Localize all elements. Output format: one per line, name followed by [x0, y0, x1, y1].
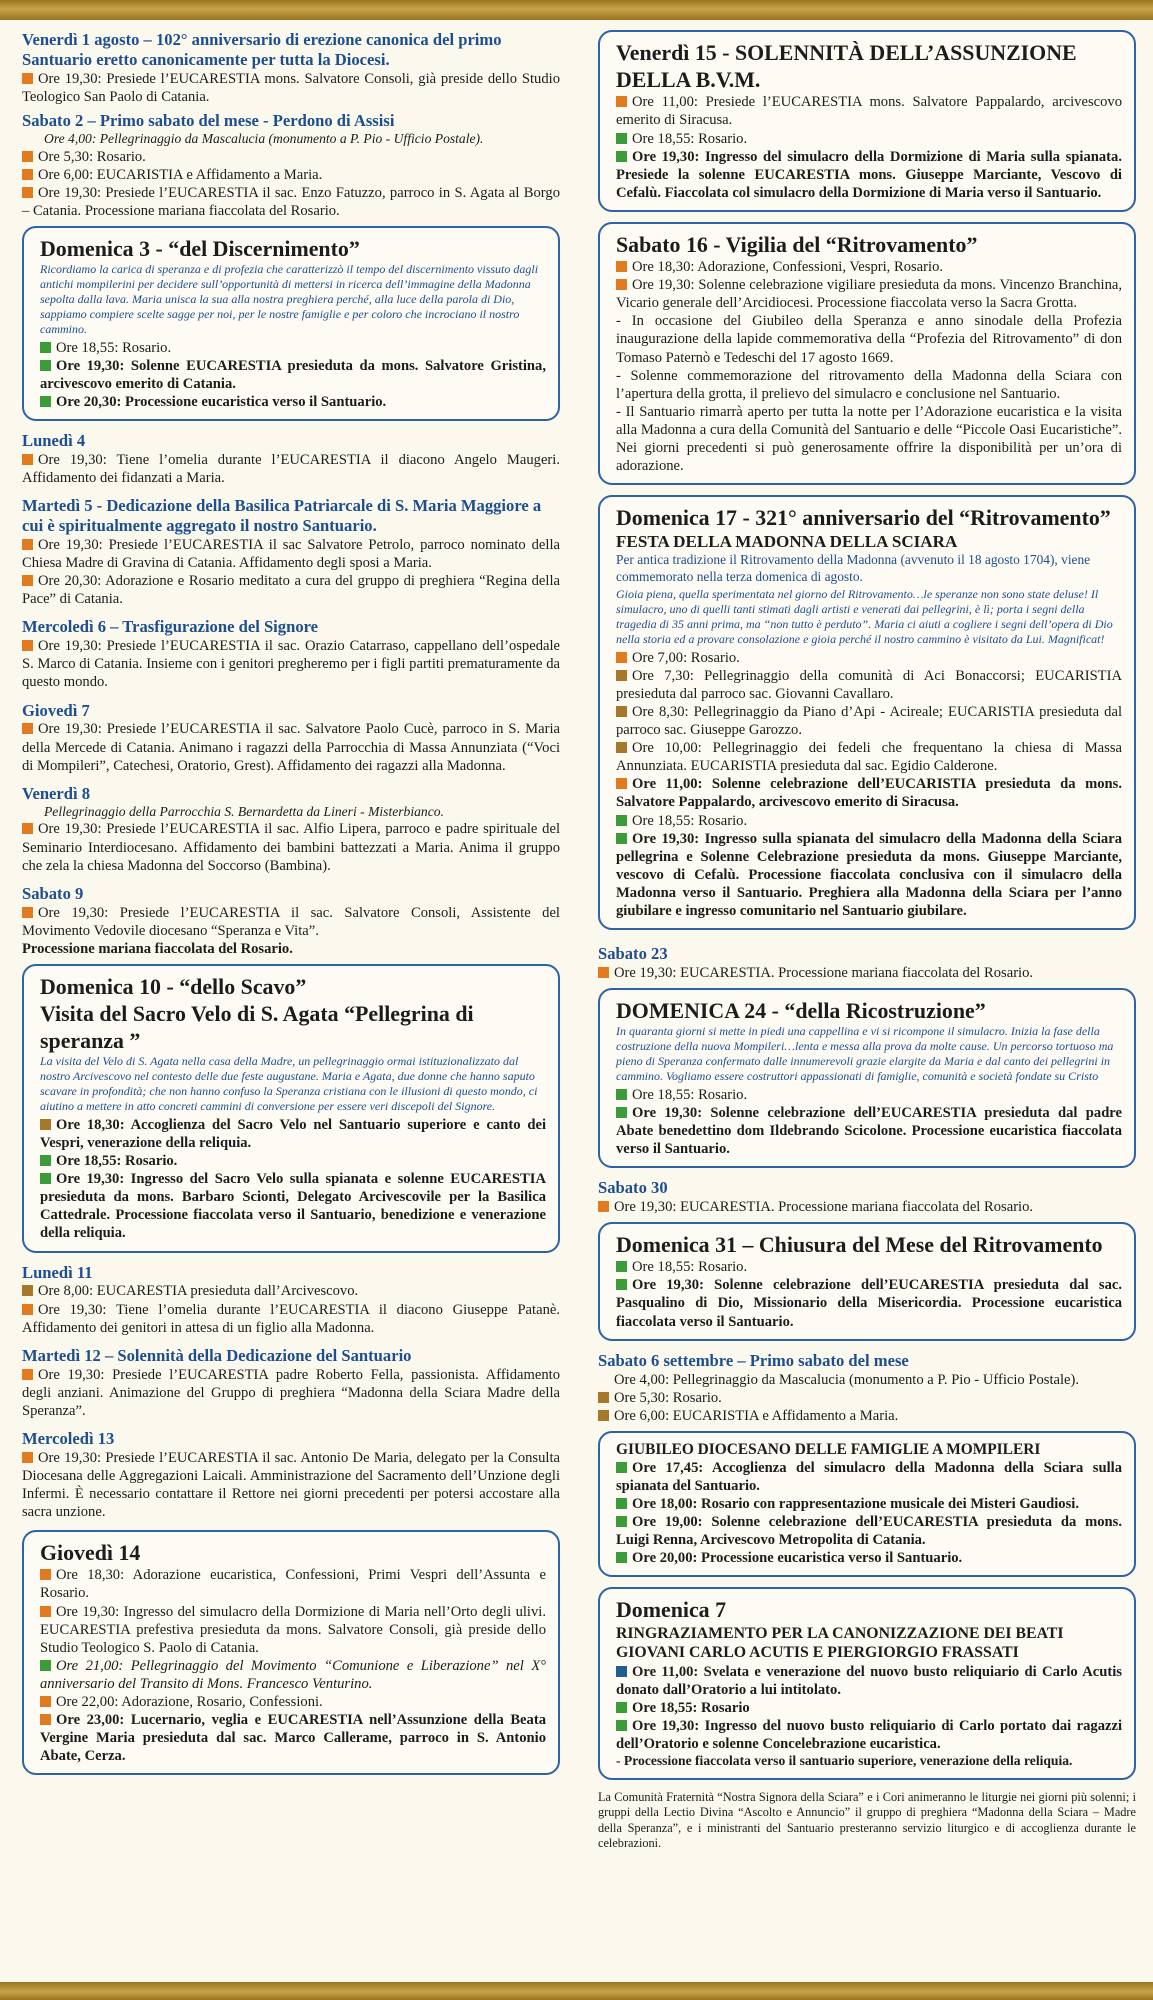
brown-square-icon — [598, 1410, 609, 1421]
section-lunedi-11 — [22, 1263, 560, 1337]
schedule-item: Ore 19,30: Ingresso sulla spianata del simulacro della Madonna della Sciara pellegrina e Solenne Celebrazione presieduta da mons. Giuseppe Marciante, vescovo di Cefalù. Processione fiaccolata conclusiva con il simulacro della Madonna verso il Santuario. Preghiera alla Madonna della Sciara per l’anno giubilare e ingresso comunitario nel Santuario giubilare. — [616, 830, 1122, 919]
section-title: Venerdì 1 agosto – 102° anniversario di erezione canonica del primo Santuario eretto canonicamente per tutta la Diocesi. — [22, 30, 502, 69]
schedule-item: Ore 10,00: Pellegrinaggio dei fedeli che frequentano la chiesa di Massa Annunziata. EUCARISTIA presieduta dal sac. Egidio Calderone. — [616, 740, 1122, 775]
section-mercoledi-13 — [22, 1429, 560, 1521]
section-subtitle: RINGRAZIAMENTO PER LA CANONIZZAZIONE DEI BEATI GIOVANI CARLO ACUTIS E PIERGIORGIO FRASSATI — [616, 1624, 1064, 1662]
schedule-item: Ore 19,30: Ingresso del Sacro Velo sulla spianata e solenne EUCARESTIA presieduta da mons. Barbaro Scionti, Delegato Arcivescovile per la Basilica Cattedrale. Processione fiaccolata verso il Santuario, benedizione e venerazione della reliquia. — [40, 1171, 546, 1242]
box-domenica-3 — [22, 226, 560, 421]
section-martedi-5 — [22, 496, 560, 608]
schedule-item: Ore 19,30: EUCARESTIA. Processione mariana fiaccolata del Rosario. — [598, 964, 1136, 982]
orange-square-icon — [40, 1569, 51, 1580]
schedule-item: Ore 19,00: Solenne celebrazione dell’EUCARESTIA presieduta da mons. Luigi Renna, Arcivescovo Metropolita di Catania. — [616, 1514, 1122, 1549]
box-sabato-16 — [598, 222, 1136, 485]
brown-square-icon — [616, 706, 627, 717]
section-lunedi-4 — [22, 431, 560, 487]
schedule-item: Ore 19,30: EUCARESTIA. Processione mariana fiaccolata del Rosario. — [598, 1198, 1136, 1216]
section-sabato-30 — [598, 1178, 1136, 1216]
green-square-icon — [40, 1155, 51, 1166]
orange-square-icon — [22, 1452, 33, 1463]
box-giubileo-famiglie — [598, 1431, 1136, 1578]
schedule-item: Ore 19,30: Solenne EUCARESTIA presieduta da mons. Salvatore Gristina, arcivescovo emerito di Catania. — [40, 357, 546, 392]
schedule-item: Ore 5,30: Rosario. — [598, 1389, 1136, 1407]
schedule-note: - Solenne commemorazione del ritrovamento della Madonna della Sciara con l’apertura della grotta, il prelievo del simulacro e conclusione nel Santuario. — [616, 367, 1122, 402]
schedule-note: - Il Santuario rimarrà aperto per tutta la notte per l’Adorazione eucaristica e la visita alla Madonna a cura della Comunità del Santuario e delle “Piccole Oasi Eucaristiche”. Nei giorni precedenti si può generosamente offrire la disponibilità per un’ora di adorazione. — [616, 403, 1122, 475]
schedule-note: - In occasione del Giubileo della Speranza e anno sinodale della Profezia inaugurazione della lapide commemorativa della “Profezia del Ritrovamento” di don Tomaso Paternò e Tedeschi del 17 agosto 1669. — [616, 313, 1122, 366]
schedule-item: Ore 19,30: Presiede l’EUCARESTIA il sac. Salvatore Consoli, Assistente del Movimento Vedovile diocesano “Speranza e Vita”. — [22, 904, 560, 939]
green-square-icon — [616, 833, 627, 844]
green-square-icon — [616, 1516, 627, 1527]
schedule-item: Ore 23,00: Lucernario, veglia e EUCARESTIA nell’Assunzione della Beata Vergine Maria presieduta dal sac. Marco Callerame, parroco in S. Antonio Abate, Cerza. — [40, 1712, 546, 1765]
orange-square-icon — [22, 907, 33, 918]
section-subtitle: Visita del Sacro Velo di S. Agata “Pellegrina di speranza ” — [40, 1001, 474, 1054]
right-column — [598, 30, 1136, 1851]
orange-square-icon — [22, 187, 33, 198]
green-square-icon — [40, 1660, 51, 1671]
orange-square-icon — [598, 1201, 609, 1212]
green-square-icon — [616, 1261, 627, 1272]
section-title: Sabato 6 settembre – Primo sabato del mese — [598, 1350, 909, 1370]
orange-square-icon — [22, 151, 33, 162]
green-square-icon — [616, 1552, 627, 1563]
orange-square-icon — [22, 539, 33, 550]
schedule-item: Ore 8,30: Pellegrinaggio da Piano d’Api - Acireale; EUCARISTIA presieduta dal parroco sac. Giuseppe Garozzo. — [616, 703, 1122, 739]
schedule-item: Processione mariana fiaccolata del Rosario. — [22, 940, 293, 957]
schedule-item: Ore 5,30: Rosario. — [22, 148, 560, 166]
pilgrimage-note: Pellegrinaggio della Parrocchia S. Bernardetta da Lineri - Misterbianco. — [44, 803, 444, 819]
green-square-icon — [616, 815, 627, 826]
section-title: Venerdì 8 — [22, 783, 91, 803]
section-sabato-6-settembre — [598, 1351, 1136, 1425]
schedule-item: Ore 19,30: Presiede l’EUCARESTIA il sac. Antonio De Maria, delegato per la Consulta Diocesana delle Aggregazioni Laicali. Amministrazione del Sacramento dell’Unzione degli Infermi. È necessario contattare il Rettore nei giorni precedenti per potersi accostare alla sacra unzione. — [22, 1449, 560, 1521]
green-square-icon — [40, 342, 51, 353]
schedule-item: Ore 19,30: Tiene l’omelia durante l’EUCARESTIA il diacono Angelo Maugeri. Affidamento dei fidanzati a Maria. — [22, 451, 560, 487]
orange-square-icon — [616, 279, 627, 290]
section-giovedi-7 — [22, 701, 560, 775]
schedule-item: Ore 19,30: Presiede l’EUCARESTIA il sac. Salvatore Paolo Cucè, parroco in S. Maria della Mercede di Catania. Animano i ragazzi della Parrocchia di Massa Annunziata (“Voci di Mompileri”, Catechesi, Oratorio, Grest). Affidamento dei ragazzi alla Madonna. — [22, 721, 560, 774]
schedule-item: Ore 19,30: Solenne celebrazione dell’EUCARESTIA presieduta dal sac. Pasqualino di Dio, Missionario della Misericordia. Processione eucaristica fiaccolata verso il Santuario. — [616, 1277, 1122, 1330]
section-venerdi-8 — [22, 784, 560, 875]
festa-title: FESTA DELLA MADONNA DELLA SCIARA — [616, 532, 958, 552]
section-title: Giovedì 14 — [40, 1540, 141, 1566]
orange-square-icon — [22, 823, 33, 834]
green-square-icon — [616, 1720, 627, 1731]
orange-square-icon — [616, 261, 627, 272]
box-giovedi-14 — [22, 1530, 560, 1775]
green-square-icon — [40, 396, 51, 407]
schedule-item: Ore 4,00: Pellegrinaggio da Mascalucia (monumento a P. Pio - Ufficio Postale). — [44, 130, 484, 146]
schedule-item: Ore 6,00: EUCARISTIA e Affidamento a Maria. — [598, 1407, 1136, 1425]
footer-note: La Comunità Fraternità “Nostra Signora della Sciara” e i Cori animeranno le liturgie nei giorni più solenni; i gruppi della Lectio Divina “Ascolto e Annuncio” il gruppo di preghiera “Madonna della Sciara – Madre della Speranza”, e i ministranti del Santuario presteranno servizio liturgico e di accoglienza durante le celebrazioni. — [598, 1790, 1136, 1850]
schedule-item: Ore 8,00: EUCARESTIA presieduta dall’Arcivescovo. — [22, 1282, 560, 1300]
schedule-item: Ore 18,55: Rosario. — [616, 1086, 1122, 1104]
schedule-item: Ore 20,00: Processione eucaristica verso il Santuario. — [616, 1549, 1122, 1567]
section-venerdi-1 — [22, 30, 560, 106]
bottom-gold-band — [0, 1982, 1153, 2000]
schedule-item: Ore 11,00: Solenne celebrazione dell’EUCARISTIA presieduta da mons. Salvatore Pappalardo, arcivescovo emerito di Siracusa. — [616, 776, 1122, 811]
orange-square-icon — [22, 723, 33, 734]
schedule-item: Ore 7,00: Rosario. — [616, 649, 1122, 667]
section-title: Domenica 17 - 321° anniversario del “Ritrovamento” — [616, 505, 1111, 531]
orange-square-icon — [22, 73, 33, 84]
intro-text: Gioia piena, quella sperimentata nel giorno del Ritrovamento…le speranze non sono state deluse! Il simulacro, uno di quelli tanti stimati dagli artisti e venerati dai pellegrini, è lì; porta i segni della tragedia di 35 anni prima, ma “non tutto è perduto”. Maria ci aiuti a cogliere i segni dell’opera di Dio nella storia ed a provare consolazione e gioia perché il nostro cammino è visitato da Lui. Magnificat! — [616, 587, 1113, 646]
schedule-item: Ore 18,30: Adorazione, Confessioni, Vespri, Rosario. — [616, 258, 1122, 276]
orange-square-icon — [616, 652, 627, 663]
schedule-item: Ore 19,30: Presiede l’EUCARESTIA padre Roberto Fella, passionista. Affidamento degli anziani. Animazione del Gruppo di preghiera “Madonna della Sciara Madre della Speranza”. — [22, 1366, 560, 1419]
schedule-item: Ore 19,30: Presiede l’EUCARESTIA il sac. Orazio Catarraso, cappellano dell’ospedale S. Marco di Catania. Insieme con i genitori pregheremo per i figli partiti prematuramente da questo mondo. — [22, 638, 560, 691]
schedule-note: - Processione fiaccolata verso il santuario superiore, venerazione della reliquia. — [616, 1753, 1073, 1769]
section-title: Sabato 16 - Vigilia del “Ritrovamento” — [616, 231, 978, 257]
schedule-item: Ore 4,00: Pellegrinaggio da Mascalucia (monumento a P. Pio - Ufficio Postale). — [614, 1371, 1080, 1388]
orange-square-icon — [22, 1304, 33, 1315]
section-title: GIUBILEO DIOCESANO DELLE FAMIGLIE A MOMPILERI — [616, 1440, 1041, 1458]
box-venerdi-15 — [598, 30, 1136, 212]
orange-square-icon — [598, 967, 609, 978]
section-title: Domenica 10 - “dello Scavo” — [40, 973, 307, 999]
schedule-item: Ore 11,00: Presiede l’EUCARESTIA mons. Salvatore Pappalardo, arcivescovo emerito di Siracusa. — [616, 94, 1122, 129]
green-square-icon — [616, 1107, 627, 1118]
orange-square-icon — [22, 575, 33, 586]
schedule-item: Ore 22,00: Adorazione, Rosario, Confessioni. — [40, 1693, 546, 1711]
section-title: Sabato 9 — [22, 883, 84, 903]
orange-square-icon — [22, 640, 33, 651]
schedule-item: Ore 19,30: Solenne celebrazione dell’EUCARESTIA presieduta dal padre Abate benedettino dom Ildebrando Scicolone. Processione eucaristica fiaccolata verso il Santuario. — [616, 1104, 1122, 1158]
schedule-item: Ore 18,55: Rosario. — [40, 339, 546, 357]
box-domenica-24 — [598, 988, 1136, 1168]
box-domenica-7 — [598, 1587, 1136, 1780]
section-sabato-9 — [22, 884, 560, 958]
green-square-icon — [40, 360, 51, 371]
section-title: Sabato 30 — [598, 1178, 668, 1198]
top-gold-band — [0, 0, 1153, 20]
green-square-icon — [616, 1279, 627, 1290]
brown-square-icon — [22, 1285, 33, 1296]
schedule-item: Ore 19,30: Presiede l’EUCARESTIA mons. Salvatore Consoli, già preside dello Studio Teologico San Paolo di Catania. — [22, 70, 560, 105]
section-title: Domenica 3 - “del Discernimento” — [40, 236, 360, 262]
orange-square-icon — [616, 778, 627, 789]
orange-square-icon — [40, 1696, 51, 1707]
intro-text: In quaranta giorni si mette in piedi una cappellina e vi si ricompone il simulacro. Inizia la fase della costruzione della nuova Mompileri…lenta e messa alla prova da molte cause. Un percorso tortuoso ma pieno di Speranza confermato dalle innumerevoli grazie elargite da Maria e dal canto dei pellegrini in cammino. Vogliamo essere costruttori appassionati di famiglie, comunità e società fondate su Cristo — [616, 1024, 1114, 1083]
schedule-item: Ore 20,30: Adorazione e Rosario meditato a cura del gruppo di preghiera “Regina della Pace” di Catania. — [22, 573, 560, 608]
section-title: DOMENICA 24 - “della Ricostruzione” — [616, 998, 986, 1024]
brown-square-icon — [598, 1392, 609, 1403]
section-title: Domenica 7 — [616, 1597, 727, 1623]
schedule-item: Ore 11,00: Svelata e venerazione del nuovo busto reliquiario di Carlo Acutis donato dall’Oratorio a lui intitolato. — [616, 1663, 1122, 1698]
section-title: Lunedì 4 — [22, 431, 86, 451]
schedule-item: Ore 18,30: Accoglienza del Sacro Velo nel Santuario superiore e canto dei Vespri, venerazione della reliquia. — [40, 1116, 546, 1151]
schedule-item: Ore 19,30: Ingresso del simulacro della Dormizione di Maria sulla spianata. Presiede la solenne EUCARESTIA mons. Giuseppe Marciante, Vescovo di Cefalù. Fiaccolata col simulacro della Dormizione di Maria verso il Santuario. — [616, 148, 1122, 201]
green-square-icon — [616, 1702, 627, 1713]
orange-square-icon — [40, 1714, 51, 1725]
schedule-item: Ore 19,30: Ingresso del nuovo busto reliquiario di Carlo portato dai ragazzi dell’Oratorio e solenne Concelebrazione eucaristica. — [616, 1718, 1122, 1753]
section-title: Mercoledì 13 — [22, 1428, 115, 1448]
schedule-item: Ore 19,30: Presiede l’EUCARESTIA il sac. Enzo Fatuzzo, parroco in S. Agata al Borgo – Catania. Processione mariana fiaccolata del Rosario. — [22, 184, 560, 220]
box-domenica-10 — [22, 964, 560, 1253]
orange-square-icon — [22, 454, 33, 465]
section-title: Venerdì 15 - SOLENNITÀ DELL’ASSUNZIONE DELLA B.V.M. — [616, 40, 1077, 93]
intro-text: La visita del Velo di S. Agata nella casa della Madre, un pellegrinaggio ormai istituzionalizzato dal nostro Arcivescovo nel contesto delle due feste augustane. Maria e Agata, due donne che hanno saputo scavare in profondità; che non hanno confuso la Speranza cristiana con le illusioni di questo mondo, ci aiutino a mettere in atto concreti cammini di conversione per essere veri discepoli del Signore. — [40, 1054, 538, 1113]
section-title: Martedì 12 – Solennità della Dedicazione del Santuario — [22, 1345, 412, 1365]
section-title: Lunedì 11 — [22, 1262, 93, 1282]
section-mercoledi-6 — [22, 617, 560, 691]
green-square-icon — [616, 151, 627, 162]
intro-text: Ricordiamo la carica di speranza e di profezia che caratterizzò il tempo del discernimento vissuto dagli antichi mompilerini per decidere sull’opportunità di mettersi in ricerca dell’immagine della Madonna sepolta dalla lava. Maria unisca la sua alla nostra preghiera perché, alla luce della parola di Dio, sappiamo compiere scelte sagge per noi, per le nostre famiglie e per coloro che incrociano il nostro cammino. — [40, 262, 539, 336]
schedule-item: Ore 19,30: Ingresso del simulacro della Dormizione di Maria nell’Orto degli ulivi. EUCARESTIA prefestiva presieduta da mons. Salvatore Consoli, già preside dello Studio Teologico S. Paolo di Catania. — [40, 1603, 546, 1656]
orange-square-icon — [616, 96, 627, 107]
brown-square-icon — [40, 1119, 51, 1130]
blue-square-icon — [616, 1666, 627, 1677]
brown-square-icon — [616, 742, 627, 753]
schedule-item: Ore 21,00: Pellegrinaggio del Movimento “Comunione e Liberazione” nel X° anniversario del Transito di Mons. Francesco Venturino. — [40, 1657, 546, 1692]
green-square-icon — [616, 133, 627, 144]
section-sabato-23 — [598, 944, 1136, 982]
schedule-item: Ore 18,55: Rosario. — [616, 1258, 1122, 1276]
brown-square-icon — [616, 670, 627, 681]
orange-square-icon — [40, 1606, 51, 1617]
schedule-item: Ore 18,00: Rosario con rappresentazione musicale dei Misteri Gaudiosi. — [616, 1495, 1122, 1513]
green-square-icon — [616, 1498, 627, 1509]
green-square-icon — [40, 1173, 51, 1184]
left-column — [22, 30, 560, 1785]
schedule-item: Ore 19,30: Tiene l’omelia durante l’EUCARESTIA il diacono Giuseppe Patanè. Affidamento dei genitori in attesa di un figlio alla Madonna. — [22, 1301, 560, 1336]
section-title: Mercoledì 6 – Trasfigurazione del Signore — [22, 617, 319, 637]
schedule-item: Ore 19,30: Solenne celebrazione vigiliare presieduta da mons. Vincenzo Branchina, Vicario generale dell’Arcidiocesi. Processione fiaccolata verso la Sacra Grotta. — [616, 277, 1122, 312]
schedule-item: Ore 19,30: Presiede l’EUCARESTIA il sac Salvatore Petrolo, parroco nominato della Chiesa Madre di Gravina di Catania. Affidamento degli sposi a Maria. — [22, 536, 560, 572]
schedule-item: Ore 17,45: Accoglienza del simulacro della Madonna della Sciara sulla spianata del Santuario. — [616, 1459, 1122, 1495]
green-square-icon — [616, 1462, 627, 1473]
green-square-icon — [616, 1089, 627, 1100]
schedule-item: Ore 20,30: Processione eucaristica verso il Santuario. — [40, 393, 546, 411]
section-title: Domenica 31 – Chiusura del Mese del Ritrovamento — [616, 1232, 1103, 1258]
orange-square-icon — [22, 1369, 33, 1380]
schedule-item: Ore 18,55: Rosario. — [616, 130, 1122, 148]
schedule-item: Ore 7,30: Pellegrinaggio della comunità di Aci Bonaccorsi; EUCARISTIA presieduta dal parroco sac. Giovanni Cavallaro. — [616, 667, 1122, 702]
schedule-item: Ore 19,30: Presiede l’EUCARESTIA il sac. Alfio Lipera, parroco e padre spirituale del Seminario Interdiocesano. Affidamento dei bambini battezzati a Maria. Anima il gruppo che zela la chiesa Madonna del Soccorso (Bambina). — [22, 821, 560, 874]
schedule-item: Ore 18,55: Rosario. — [40, 1152, 546, 1170]
section-sabato-2 — [22, 111, 560, 220]
section-title: Sabato 23 — [598, 944, 668, 964]
schedule-item: Ore 6,00: EUCARISTIA e Affidamento a Maria. — [22, 166, 560, 184]
section-title: Sabato 2 – Primo sabato del mese - Perdono di Assisi — [22, 111, 395, 130]
section-martedi-12 — [22, 1346, 560, 1420]
orange-square-icon — [22, 169, 33, 180]
intro-text: Per antica tradizione il Ritrovamento della Madonna (avvenuto il 18 agosto 1704), viene commemorato nella terza domenica di agosto. — [616, 552, 1091, 584]
section-title: Martedì 5 - Dedicazione della Basilica Patriarcale di S. Maria Maggiore a cui è spiritualmente aggregato il nostro Santuario. — [22, 496, 542, 536]
schedule-item: Ore 18,55: Rosario — [616, 1699, 1122, 1717]
box-domenica-17 — [598, 495, 1136, 930]
section-title: Giovedì 7 — [22, 700, 90, 720]
schedule-item: Ore 18,30: Adorazione eucaristica, Confessioni, Primi Vespri dell’Assunta e Rosario. — [40, 1567, 546, 1602]
box-domenica-31 — [598, 1222, 1136, 1341]
schedule-item: Ore 18,55: Rosario. — [616, 812, 1122, 830]
